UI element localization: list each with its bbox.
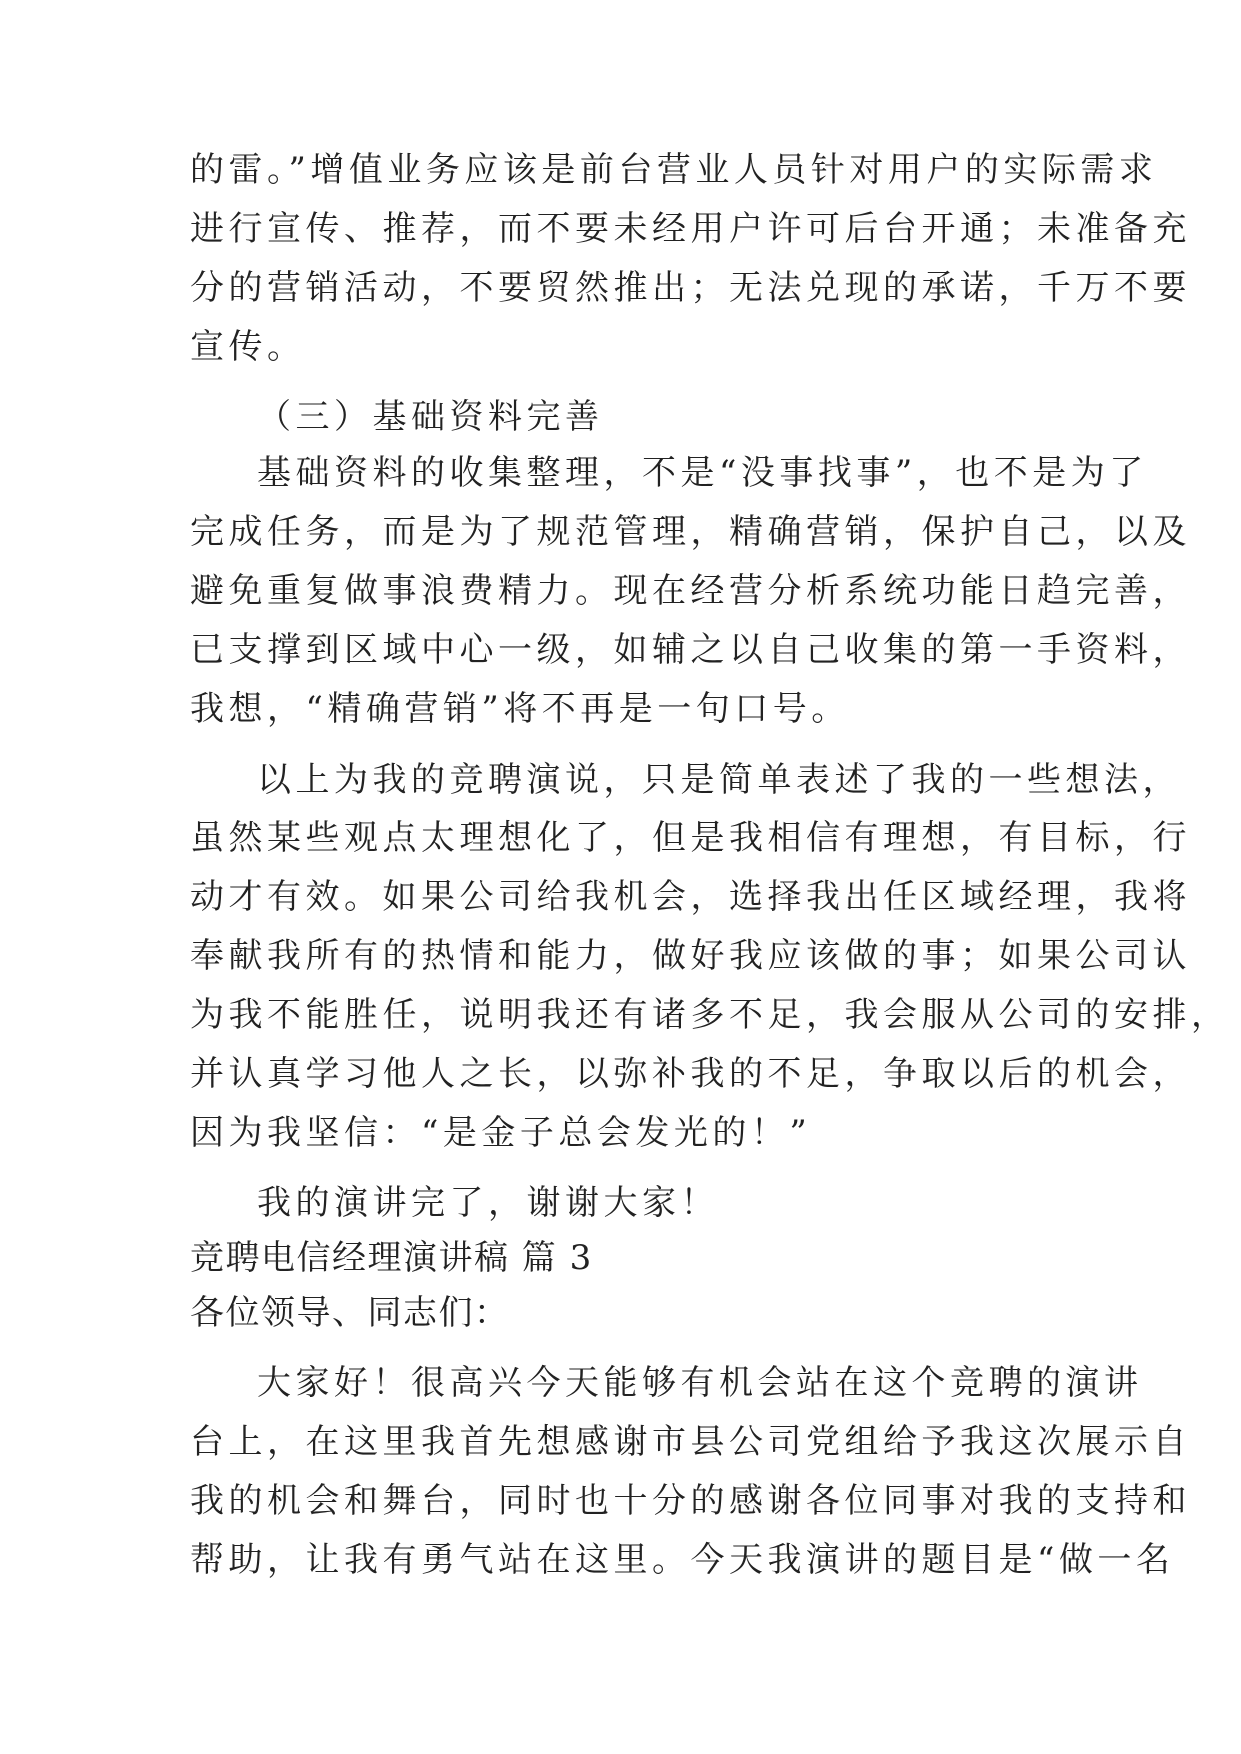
body-text-line: 基础资料的收集整理，不是“没事找事”，也不是为了: [257, 453, 1148, 493]
body-text-line: 帮助，让我有勇气站在这里。今天我演讲的题目是“做一名: [190, 1540, 1175, 1580]
body-text-line: 因为我坚信：“是金子总会发光的！”: [190, 1113, 812, 1153]
article-title: 竞聘电信经理演讲稿 篇 3: [190, 1238, 593, 1278]
body-text-line: 动才有效。如果公司给我机会，选择我出任区域经理，我将: [190, 877, 1191, 917]
body-text-line: 完成任务，而是为了规范管理，精确营销，保护自己，以及: [190, 512, 1191, 552]
section-heading: （三）基础资料完善: [257, 397, 604, 437]
body-text-line: 台上，在这里我首先想感谢市县公司党组给予我这次展示自: [190, 1422, 1191, 1462]
body-text-line: 已支撑到区域中心一级，如辅之以自己收集的第一手资料，: [190, 630, 1191, 670]
body-text-line: 大家好！很高兴今天能够有机会站在这个竞聘的演讲: [257, 1363, 1143, 1403]
body-text-line: 以上为我的竞聘演说，只是简单表述了我的一些想法，: [257, 760, 1181, 800]
body-text-line: 的雷。”增值业务应该是前台营业人员针对用户的实际需求: [190, 150, 1158, 190]
body-text-line: 我的机会和舞台，同时也十分的感谢各位同事对我的支持和: [190, 1481, 1191, 1521]
body-text-line: 避免重复做事浪费精力。现在经营分析系统功能日趋完善，: [190, 571, 1191, 611]
body-text-line: 进行宣传、推荐，而不要未经用户许可后台开通；未准备充: [190, 209, 1191, 249]
salutation: 各位领导、同志们：: [190, 1293, 510, 1333]
body-text-line: 为我不能胜任，说明我还有诸多不足，我会服从公司的安排，: [190, 995, 1230, 1035]
body-text-line: 宣传。: [190, 327, 306, 367]
body-text-line: 虽然某些观点太理想化了，但是我相信有理想，有目标，行: [190, 818, 1191, 858]
body-text-line: 分的营销活动，不要贸然推出；无法兑现的承诺，千万不要: [190, 268, 1191, 308]
body-text-line: 我想，“精确营销”将不再是一句口号。: [190, 689, 850, 729]
body-text-line: 奉献我所有的热情和能力，做好我应该做的事；如果公司认: [190, 936, 1191, 976]
body-text-line: 我的演讲完了，谢谢大家！: [257, 1183, 719, 1223]
body-text-line: 并认真学习他人之长，以弥补我的不足，争取以后的机会，: [190, 1054, 1191, 1094]
